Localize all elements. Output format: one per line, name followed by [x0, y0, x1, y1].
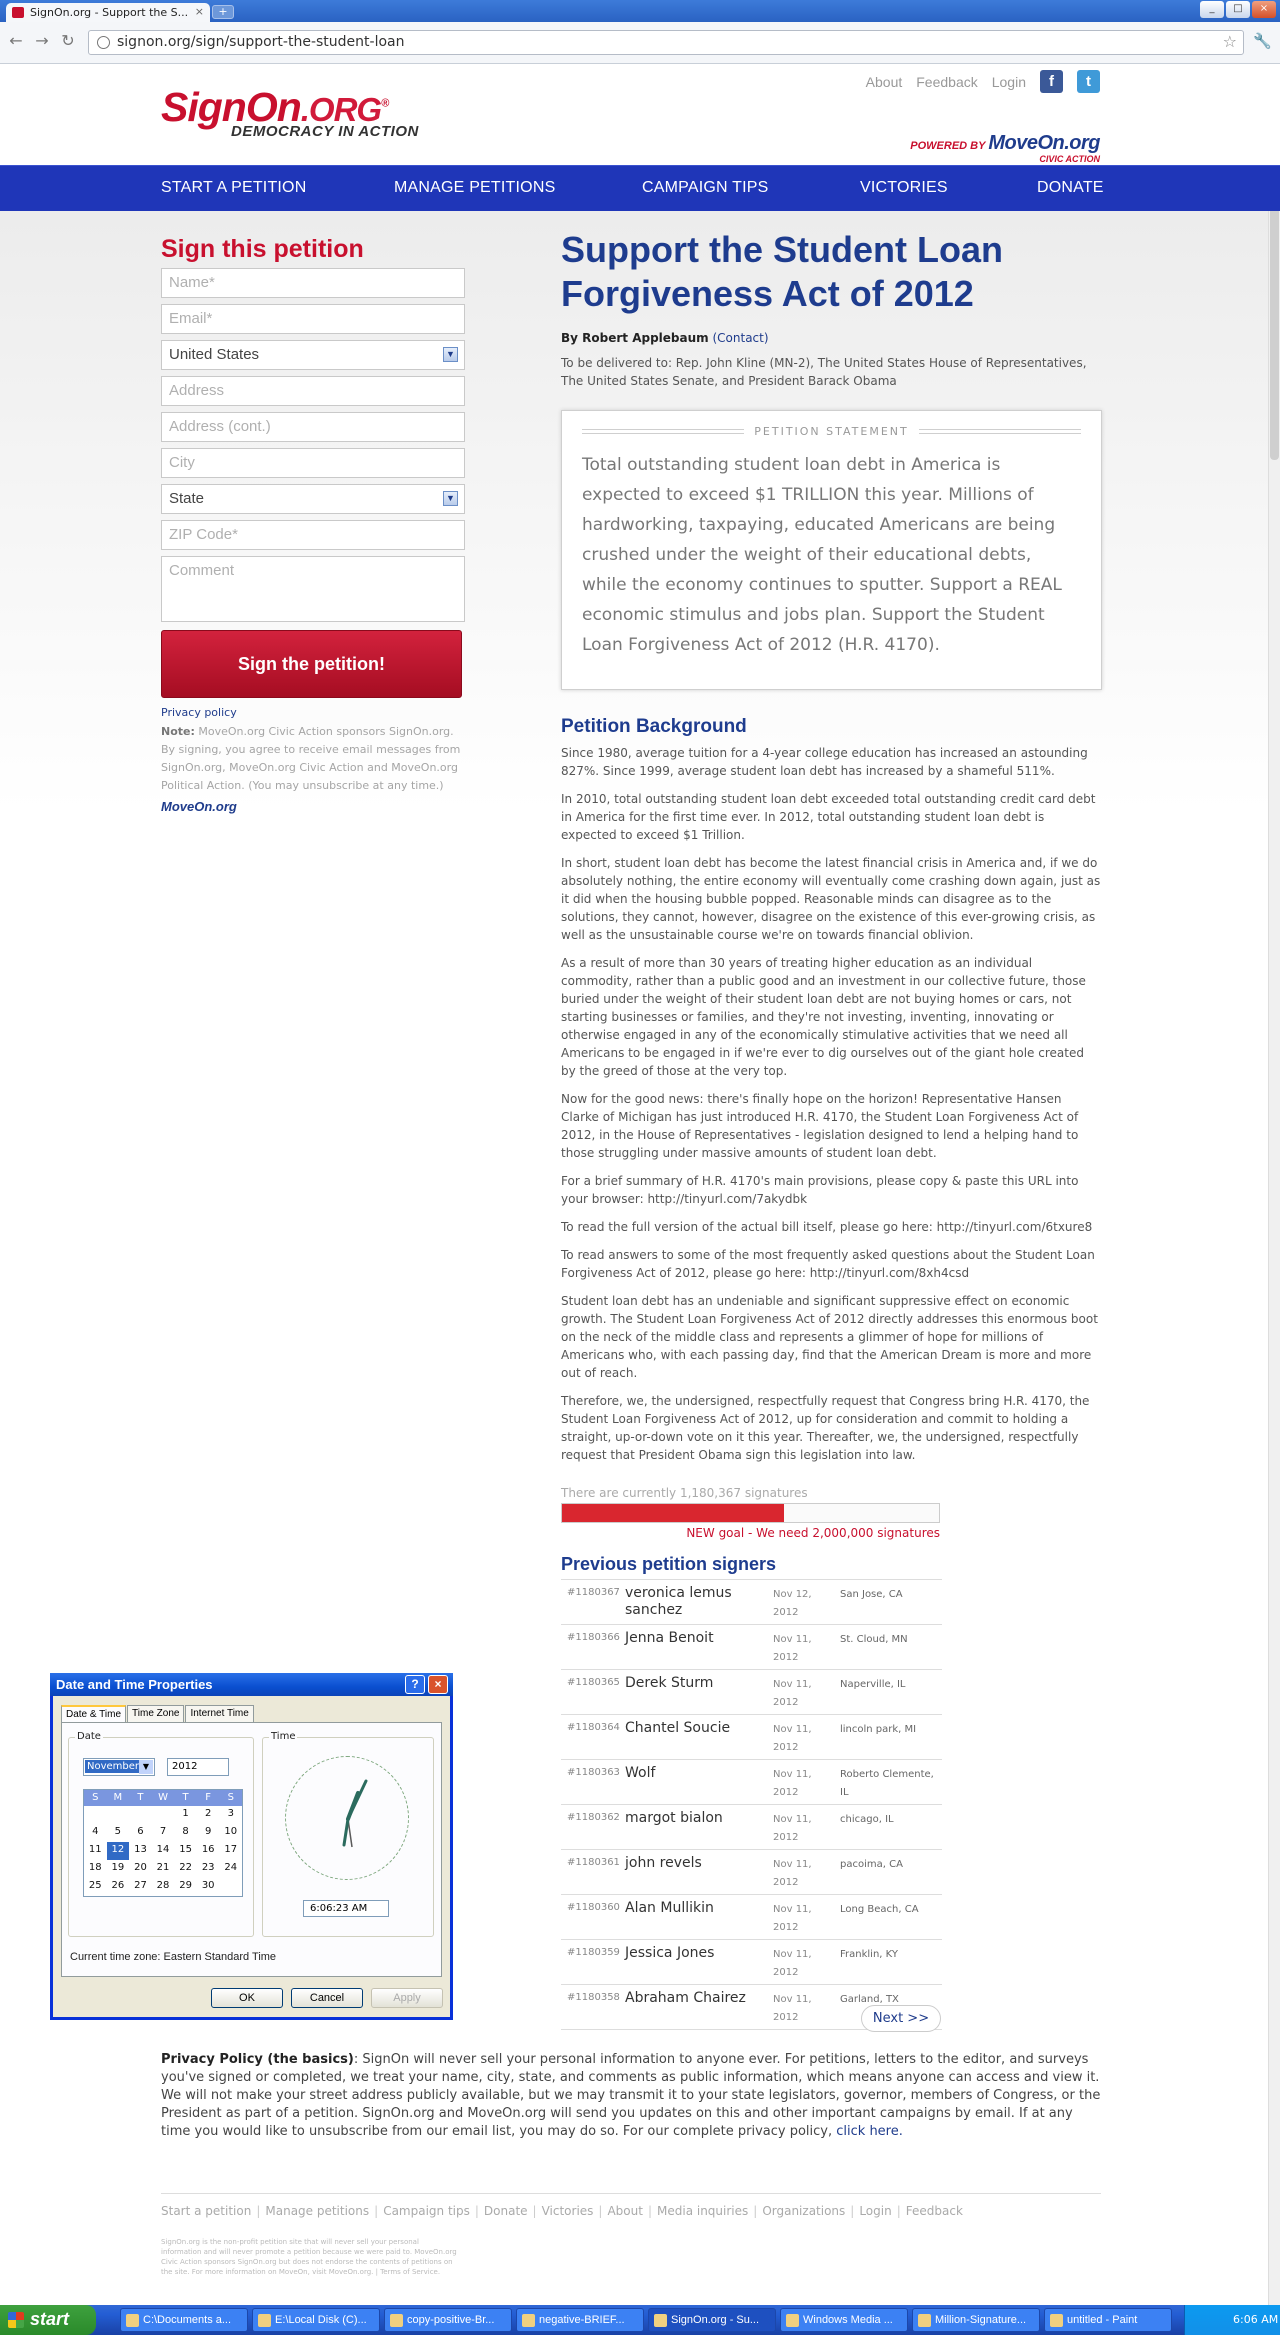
date-group [68, 1731, 254, 1937]
calendar-day[interactable]: 24 [224, 1862, 238, 1873]
calendar-day[interactable]: 14 [156, 1844, 170, 1855]
signer-location: Long Beach, CA [840, 1904, 919, 1915]
signer-location: pacoima, CA [840, 1859, 903, 1870]
signer-date: Nov 11, 2012 [773, 1679, 812, 1708]
calendar-day[interactable]: 26 [111, 1880, 125, 1891]
calendar-day[interactable]: 28 [156, 1880, 170, 1891]
footer-separator: | [532, 2204, 537, 2218]
calendar-weekdays [84, 1790, 242, 1806]
weekday-label: S [92, 1792, 99, 1803]
help-icon[interactable]: ? [405, 1675, 425, 1694]
footer-separator: | [374, 2204, 379, 2218]
signer-number: #1180364 [567, 1722, 620, 1733]
current-timezone: Current time zone: Eastern Standard Time [70, 1951, 277, 1963]
footer-link[interactable]: Start a petition [161, 2204, 252, 2218]
contact-link[interactable]: (Contact) [712, 331, 769, 345]
chevron-down-icon: ▼ [443, 491, 458, 506]
country-value: United States [169, 346, 260, 363]
note-text: MoveOn.org Civic Action sponsors SignOn.org. By signing, you agree to receive email messages from SignOn.org, MoveOn.org Civic Action and MoveOn.org Political Action. (You may unsubscribe at any time.) [161, 725, 461, 792]
taskbar-item[interactable]: Windows Media ... [780, 2308, 908, 2332]
signer-location: San Jose, CA [840, 1589, 903, 1600]
signer-row [561, 1625, 942, 1670]
about-link[interactable]: About [865, 73, 903, 90]
background-paragraph: Since 1980, average tuition for a 4-year college education has increased an astounding 827%. Since 1999, average student loan debt has increased by a shameful 511%. [561, 746, 1088, 778]
signer-location: lincoln park, MI [840, 1724, 917, 1735]
calendar-week [84, 1860, 242, 1878]
weekday-label: T [137, 1792, 144, 1803]
signer-date: Nov 11, 2012 [773, 1724, 812, 1753]
signer-date: Nov 11, 2012 [773, 1859, 812, 1888]
powered-by-moveon[interactable] [910, 132, 1100, 164]
zip-field[interactable]: ZIP Code* [161, 520, 465, 550]
date-time-panel [61, 1722, 442, 1977]
logo-main: SignOn [161, 84, 301, 130]
footer-link[interactable]: About [607, 2204, 643, 2218]
signer-name: Abraham Chairez [625, 1990, 746, 2006]
forward-icon[interactable]: → [35, 31, 49, 50]
privacy-policy-link[interactable]: Privacy policy [161, 706, 237, 719]
background-paragraph: In short, student loan debt has become the latest financial crisis in America and, if we do absolutely nothing, the entire economy will eventually come crashing down again, just as it did when the housing bubble popped. Reasonable minds can disagree as to the solutions, they cannot, however, disagree on the existence of this ever-growing crisis, as well as the unsustainable course we're on towards financial oblivion. [561, 856, 1101, 942]
delivery-targets: To be delivered to: Rep. John Kline (MN-2), The United States House of Representatives, The United States Senate, and President Barack Obama [561, 356, 1087, 388]
sign-petition-form [161, 235, 466, 814]
taskbar-item[interactable]: E:\Local Disk (C)... [252, 2308, 380, 2332]
signer-name: john revels [625, 1855, 702, 1871]
calendar-day[interactable]: 10 [224, 1826, 238, 1837]
signer-row [561, 1760, 942, 1805]
footer-separator: | [647, 2204, 652, 2218]
comment-field[interactable]: Comment [161, 556, 465, 622]
calendar-day[interactable]: 8 [182, 1826, 189, 1837]
signer-name: Derek Sturm [625, 1675, 714, 1691]
signer-date: Nov 11, 2012 [773, 1994, 812, 2023]
ok-button[interactable]: OK [211, 1988, 283, 2008]
background-paragraph: Now for the good news: there's finally hope on the horizon! Representative Hansen Clarke of Michigan has just introduced H.R. 4170, the Student Loan Forgiveness Act of 2012, in the House of Representatives - legislation designed to lend a helping hand to those struggling under massive amounts of student loan debt. [561, 1092, 1079, 1160]
tab-internet-time[interactable]: Internet Time [185, 1705, 253, 1722]
taskbar-item[interactable]: negative-BRIEF... [516, 2308, 644, 2332]
vertical-scrollbar[interactable] [1268, 64, 1280, 2305]
next-page-button[interactable]: Next >> [861, 2005, 941, 2032]
footer-link[interactable]: Media inquiries [657, 2204, 749, 2218]
calendar-day [129, 1806, 152, 1824]
signer-row [561, 1850, 942, 1895]
calendar-week [84, 1806, 242, 1824]
name-field[interactable]: Name* [161, 268, 465, 298]
weekday-label: W [158, 1792, 168, 1803]
calendar-day [107, 1806, 130, 1824]
background-paragraph: As a result of more than 30 years of treating higher education as an individual commodity, rather than a public good and an investment in our collective future, those buried under the weight of their student loan debt are not buying homes or cars, not starting businesses or families, and they're not investing, inventing, innovating or otherwise engaged in any of the economically stimulative activities that we need all Americans to be engaged in if we're ever to dig ourselves out of the giant hole created by the greed of those at the very top. [561, 956, 1086, 1078]
chevron-down-icon: ▼ [443, 347, 458, 362]
sponsor-note [161, 723, 466, 795]
month-select[interactable] [83, 1758, 155, 1776]
address2-field[interactable]: Address (cont.) [161, 412, 465, 442]
taskbar-item[interactable]: Million-Signature... [912, 2308, 1040, 2332]
signer-row [561, 1580, 942, 1625]
background-paragraph: To read the full version of the actual bill itself, please go here: http://tinyurl.com/6txure8 [561, 1220, 1093, 1234]
taskbar-item[interactable]: untitled - Paint [1044, 2308, 1172, 2332]
signer-number: #1180359 [567, 1947, 620, 1958]
taskbar-items [120, 2308, 1172, 2332]
calendar-day [219, 1878, 242, 1896]
login-link[interactable]: Login [991, 73, 1026, 90]
signers-table [561, 1579, 942, 2030]
signer-date: Nov 11, 2012 [773, 1949, 812, 1978]
city-field[interactable]: City [161, 448, 465, 478]
footer-link[interactable]: Login [859, 2204, 892, 2218]
email-field[interactable]: Email* [161, 304, 465, 334]
chevron-down-icon: ▼ [139, 1760, 153, 1774]
signer-number: #1180362 [567, 1812, 620, 1823]
close-icon[interactable]: × [428, 1675, 448, 1694]
footer-link[interactable]: Victories [541, 2204, 594, 2218]
signer-name: Wolf [625, 1765, 656, 1781]
site-header [0, 64, 1280, 165]
calendar-day[interactable]: 12 [107, 1842, 130, 1860]
calendar-day[interactable]: 22 [179, 1862, 192, 1873]
dialog-title: Date and Time Properties [56, 1677, 213, 1692]
footer-link[interactable]: Campaign tips [383, 2204, 470, 2218]
calendar-week [84, 1842, 242, 1860]
system-tray-clock: 6:06 AM [1184, 2305, 1280, 2335]
statement-header [582, 425, 1081, 438]
window-controls [1200, 1, 1276, 18]
footer-link[interactable]: Manage petitions [265, 2204, 370, 2218]
signer-row [561, 1670, 942, 1715]
taskbar-item[interactable]: SignOn.org - Su... [648, 2308, 776, 2332]
signer-row [561, 1715, 942, 1760]
close-window-button[interactable]: × [1252, 1, 1276, 18]
browser-tab[interactable] [6, 3, 210, 22]
signer-row [561, 1805, 942, 1850]
date-group-label: Date [77, 1731, 101, 1742]
state-value: State [169, 490, 205, 507]
weekday-label: T [182, 1792, 189, 1803]
footer-separator: | [256, 2204, 261, 2218]
calendar-day[interactable]: 5 [114, 1826, 122, 1837]
petition-content [561, 228, 1102, 2030]
signature-goal: NEW goal - We need 2,000,000 signatures [686, 1526, 940, 1540]
moveon-small-logo[interactable]: MoveOn.org [161, 799, 237, 814]
background-heading: Petition Background [561, 716, 747, 737]
calendar-day[interactable]: 11 [88, 1844, 102, 1855]
tab-close-icon[interactable]: × [194, 5, 204, 18]
feedback-link[interactable]: Feedback [916, 73, 978, 90]
state-select[interactable] [161, 484, 465, 514]
address-bar[interactable] [88, 30, 1244, 55]
windows-taskbar [0, 2305, 1280, 2335]
taskbar-item[interactable]: C:\Documents a... [120, 2308, 248, 2332]
header-links [866, 70, 1100, 93]
signature-progress-bar [561, 1503, 940, 1523]
calendar-grid [83, 1789, 243, 1897]
calendar-day[interactable]: 16 [201, 1844, 215, 1855]
calendar-day[interactable]: 21 [156, 1862, 170, 1873]
petition-statement-box [561, 410, 1102, 690]
calendar-day [152, 1806, 175, 1824]
background-paragraph: To read answers to some of the most frequently asked questions about the Student Loan Forgiveness Act of 2012, please go here: http://tinyurl.com/8xh4csd [561, 1248, 1095, 1280]
signer-location: Naperville, IL [840, 1679, 906, 1690]
year-spinner[interactable]: 2012 [167, 1758, 229, 1776]
civic-action-label: CIVIC ACTION [1039, 154, 1100, 164]
privacy-text: : SignOn will never sell your personal information to anyone ever. For petitions, letters to the editor, and surveys you've signed or completed, we treat your name, city, state, and comments as public information, which means anyone can access and view it. We will not make your street address publicly available, but we may transmit it to your state legislators, governor, members of Congress, or the President as part of a petition. SignOn.org and MoveOn.org will send you updates on this and other important campaigns by email. If at any time you would like to unsubscribe from our email list, you may do so. For our complete privacy policy, [161, 2052, 1101, 2139]
calendar-day[interactable]: 7 [159, 1826, 167, 1837]
footer-link[interactable]: Feedback [905, 2204, 963, 2218]
time-group [262, 1731, 434, 1937]
url-text: signon.org/sign/support-the-student-loan [117, 34, 405, 50]
author-name: By Robert Applebaum [561, 331, 709, 345]
statement-label: PETITION STATEMENT [754, 425, 909, 438]
signer-name: margot bialon [625, 1810, 723, 1826]
calendar-day[interactable]: 4 [92, 1826, 99, 1837]
dialog-tabs [61, 1705, 255, 1722]
maximize-button[interactable]: □ [1226, 1, 1250, 18]
country-select[interactable] [161, 340, 465, 370]
signer-location: St. Cloud, MN [840, 1634, 908, 1645]
bookmark-star-icon[interactable]: ☆ [1222, 32, 1237, 51]
start-button[interactable]: start [0, 2305, 96, 2335]
month-value: November [87, 1761, 140, 1772]
calendar-day[interactable]: 6 [137, 1826, 144, 1837]
calendar-week [84, 1824, 242, 1842]
signer-name: Jenna Benoit [625, 1630, 714, 1646]
statement-text: Total outstanding student loan debt in America is expected to exceed $1 TRILLION this year. Millions of hardworking, taxpaying, educated Americans are being crushed under the weight of their educational debts, while the economy continues to sputter. Support a REAL economic stimulus and jobs plan. Support the Student Loan Forgiveness Act of 2012 (H.R. 4170). [582, 455, 1062, 655]
petition-author [561, 331, 1102, 345]
signer-location: chicago, IL [840, 1814, 894, 1825]
page-globe-icon [97, 36, 110, 49]
signon-logo[interactable] [161, 84, 419, 140]
tab-time-zone[interactable]: Time Zone [127, 1705, 184, 1722]
signer-date: Nov 11, 2012 [773, 1769, 812, 1798]
background-paragraph: Therefore, we, the undersigned, respectfully request that Congress bring H.R. 4170, the Student Loan Forgiveness Act of 2012, up for consideration and commit to holding a straight, up-or-down vote on it this year. Thereafter, we, the undersigned, respectfully request that President Obama sign this legislation into law. [561, 1394, 1090, 1462]
taskbar-item[interactable]: copy-positive-Br... [384, 2308, 512, 2332]
weekday-label: M [113, 1792, 123, 1803]
twitter-icon[interactable]: t [1077, 70, 1100, 93]
progress-fill [562, 1504, 784, 1522]
footer-divider [161, 2193, 1101, 2194]
signer-number: #1180361 [567, 1857, 620, 1868]
calendar-day[interactable]: 3 [227, 1808, 234, 1819]
signer-number: #1180358 [567, 1992, 620, 2003]
signer-number: #1180365 [567, 1677, 620, 1688]
new-tab-button[interactable]: + [212, 5, 234, 19]
footer-separator: | [850, 2204, 855, 2218]
nav-start-petition[interactable]: START A PETITION [161, 179, 307, 196]
signer-date: Nov 11, 2012 [773, 1814, 812, 1843]
moveon-brand: MoveOn.org [988, 132, 1100, 154]
wrench-menu-icon[interactable]: 🔧 [1253, 32, 1272, 50]
footer-separator: | [753, 2204, 758, 2218]
footer-links [161, 2204, 963, 2218]
logo-tagline: DEMOCRACY IN ACTION [231, 123, 419, 140]
signer-date: Nov 11, 2012 [773, 1634, 812, 1663]
facebook-icon[interactable]: f [1040, 70, 1063, 93]
calendar-day[interactable]: 18 [88, 1862, 102, 1873]
logo-org: .ORG [300, 91, 382, 128]
signer-name: veronica lemus sanchez [625, 1585, 732, 1618]
time-group-label: Time [271, 1731, 296, 1742]
calendar-day [84, 1806, 107, 1824]
signon-favicon-icon [12, 7, 24, 18]
signer-row [561, 1940, 942, 1985]
signer-name: Chantel Soucie [625, 1720, 731, 1736]
sign-petition-button[interactable]: Sign the petition! [161, 630, 462, 698]
signer-number: #1180367 [567, 1587, 620, 1598]
background-paragraph: Student loan debt has an undeniable and significant suppressive effect on economic growth. The Student Loan Forgiveness Act of 2012 directly addresses this enormous boot on the neck of the middle class and represents a glimmer of hope for millions of Americans who, with each passing day, find that the American Dream is more and more out of reach. [561, 1294, 1098, 1380]
petition-title: Support the Student Loan Forgiveness Act of 2012 [561, 229, 1003, 314]
signer-row [561, 1895, 942, 1940]
apply-button[interactable]: Apply [371, 1988, 443, 2008]
weekday-label: F [205, 1792, 212, 1803]
main-navigation [0, 165, 1280, 211]
address-field[interactable]: Address [161, 376, 465, 406]
calendar-day[interactable]: 29 [179, 1880, 192, 1891]
signature-count: There are currently 1,180,367 signatures [561, 1486, 808, 1500]
signer-location: Roberto Clemente, IL [840, 1769, 934, 1798]
logo-registered: ® [381, 97, 389, 110]
reload-icon[interactable]: ↻ [61, 31, 75, 50]
nav-victories[interactable]: VICTORIES [860, 179, 948, 196]
nav-donate[interactable]: DONATE [1037, 179, 1104, 196]
signer-date: Nov 11, 2012 [773, 1904, 812, 1933]
tab-date-time[interactable]: Date & Time [61, 1705, 126, 1722]
calendar-day[interactable]: 2 [204, 1808, 212, 1819]
time-spinner[interactable]: 6:06:23 AM [303, 1900, 389, 1917]
calendar-day[interactable]: 15 [179, 1844, 192, 1855]
signer-number: #1180360 [567, 1902, 620, 1913]
footer-separator: | [896, 2204, 901, 2218]
previous-signers-heading: Previous petition signers [561, 1554, 777, 1574]
analog-clock [285, 1756, 409, 1880]
signer-date: Nov 12, 2012 [773, 1589, 812, 1618]
signer-location: Franklin, KY [840, 1949, 898, 1960]
footer-separator: | [598, 2204, 603, 2218]
privacy-policy-basics [161, 2051, 1101, 2141]
signer-name: Jessica Jones [625, 1945, 715, 1961]
signer-number: #1180366 [567, 1632, 620, 1643]
background-paragraph: For a brief summary of H.R. 4170's main provisions, please copy & paste this URL into your browser: http://tinyurl.com/7akydbk [561, 1174, 1079, 1206]
calendar-day[interactable]: 17 [224, 1844, 238, 1855]
cancel-button[interactable]: Cancel [291, 1988, 363, 2008]
calendar-day[interactable]: 30 [201, 1880, 215, 1891]
calendar-day[interactable]: 27 [134, 1880, 147, 1891]
back-icon[interactable]: ← [9, 31, 23, 50]
calendar-day[interactable]: 23 [201, 1862, 215, 1873]
footer-link[interactable]: Organizations [762, 2204, 846, 2218]
signer-name: Alan Mullikin [625, 1900, 714, 1916]
footer-link[interactable]: Donate [483, 2204, 528, 2218]
signer-number: #1180363 [567, 1767, 620, 1778]
footer-fine-print: SignOn.org is the non-profit petition site that will never sell your personal information and will never promote a petition because we were paid to. MoveOn.org Civic Action sponsors SignOn.org but does not endorse the contents of petitions on the site. For more information on MoveOn, visit MoveOn.org. | Terms of Service. [161, 2238, 457, 2276]
nav-campaign-tips[interactable]: CAMPAIGN TIPS [642, 179, 769, 196]
minimize-button[interactable]: _ [1200, 1, 1224, 18]
weekday-label: S [227, 1792, 234, 1803]
privacy-label: Privacy Policy (the basics) [161, 2052, 354, 2067]
clock-hands-icon [286, 1757, 410, 1881]
date-time-dialog [50, 1673, 453, 2020]
dialog-titlebar[interactable] [50, 1673, 453, 1696]
browser-toolbar [0, 22, 1280, 64]
calendar-week [84, 1878, 242, 1896]
calendar-day[interactable]: 20 [134, 1862, 147, 1873]
signer-location: Garland, TX [840, 1994, 899, 2005]
nav-manage-petitions[interactable]: MANAGE PETITIONS [394, 179, 556, 196]
calendar-day[interactable]: 13 [134, 1844, 147, 1855]
footer-separator: | [474, 2204, 479, 2218]
calendar-day[interactable]: 25 [88, 1880, 102, 1891]
powered-by-label: POWERED BY [910, 140, 986, 152]
privacy-click-here-link[interactable]: click here. [836, 2124, 903, 2139]
form-heading: Sign this petition [161, 235, 364, 263]
calendar-day[interactable]: 9 [204, 1826, 212, 1837]
calendar-day[interactable]: 1 [182, 1808, 189, 1819]
background-paragraph: In 2010, total outstanding student loan debt exceeded total outstanding credit card debt in America for the first time ever. In 2012, total outstanding student loan debt is expected to exceed $1 Trillion. [561, 792, 1096, 842]
tab-title: SignOn.org - Support the S... [30, 6, 189, 19]
note-label: Note: [161, 725, 195, 738]
calendar-day[interactable]: 19 [111, 1862, 125, 1873]
browser-tab-strip [0, 0, 1280, 22]
background-section [561, 744, 1102, 1464]
